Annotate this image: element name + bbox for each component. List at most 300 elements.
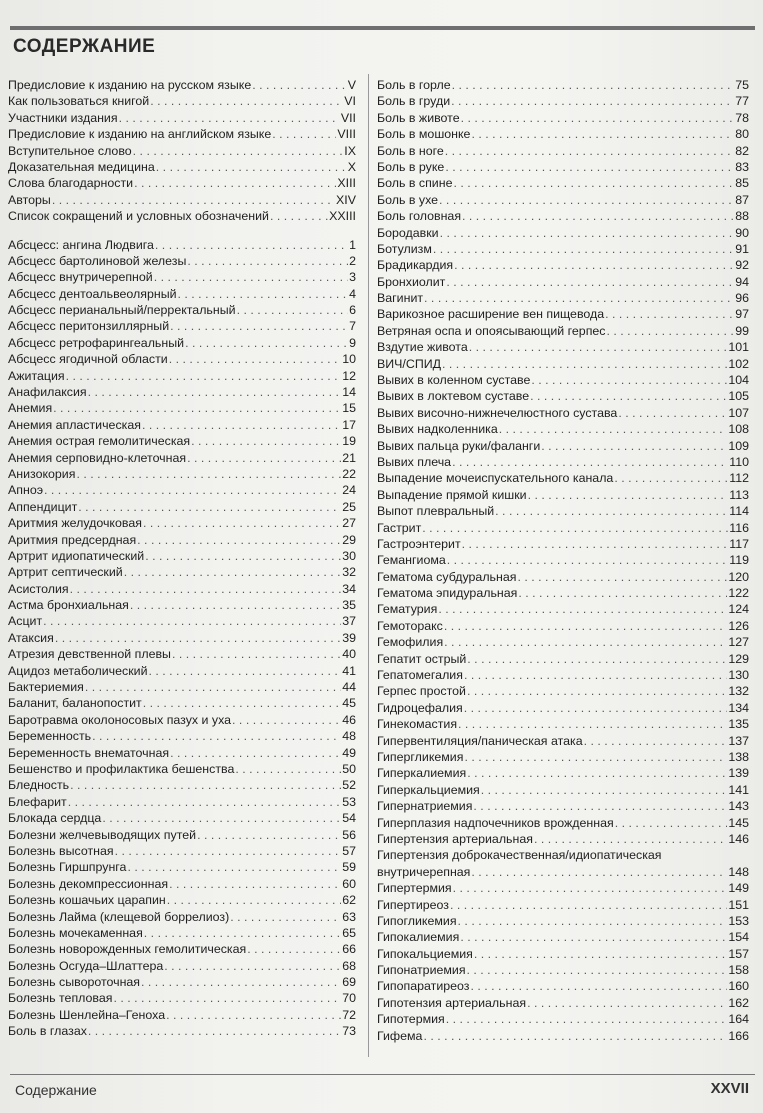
- toc-entry-page: 87: [735, 192, 749, 207]
- toc-entry: [8, 794, 356, 810]
- toc-entry: [377, 470, 749, 486]
- toc-entry-page: 78: [735, 110, 749, 125]
- dot-leader: [467, 651, 727, 667]
- dot-leader: [141, 974, 341, 990]
- dot-leader: [445, 159, 734, 175]
- toc-entry-title: Болезнь декомпрессионная: [8, 876, 169, 891]
- dot-leader: [102, 810, 341, 826]
- dot-leader: [166, 1007, 341, 1023]
- toc-entry: [8, 159, 356, 175]
- dot-leader: [615, 815, 728, 831]
- toc-entry-title: Выпадение мочеиспускательного канала: [377, 471, 614, 486]
- toc-entry-page: 35: [342, 598, 356, 613]
- toc-entry-page: 63: [342, 909, 356, 924]
- toc-entry-page: 69: [342, 975, 356, 990]
- toc-entry: [8, 143, 356, 159]
- toc-entry-title: Гастрит: [377, 520, 422, 535]
- toc-entry-page: 72: [342, 1007, 356, 1022]
- toc-entry: [377, 913, 749, 929]
- toc-entry-title: Вывих в коленном суставе: [377, 373, 531, 388]
- toc-entry-page: 107: [728, 405, 749, 420]
- dot-leader: [170, 745, 341, 761]
- toc-entry: [8, 1023, 356, 1039]
- toc-entry-page: 45: [342, 696, 356, 711]
- toc-entry: [377, 323, 749, 339]
- dot-leader: [66, 368, 342, 384]
- toc-entry-title: Гипогликемия: [377, 913, 457, 928]
- dot-leader: [464, 667, 727, 683]
- toc-entry: [377, 962, 749, 978]
- toc-entry-page: 32: [342, 565, 356, 580]
- toc-entry-page: 14: [342, 385, 356, 400]
- toc-entry: [8, 909, 356, 925]
- toc-entry-title: Вывих височно-нижнечелюстного сустава: [377, 405, 618, 420]
- toc-entry: [377, 438, 749, 454]
- toc-entry-title: Абсцесс бартолиновой железы: [8, 253, 187, 268]
- toc-entry-title: Боль в спине: [377, 176, 453, 191]
- dot-leader: [474, 946, 727, 962]
- dot-leader: [144, 925, 341, 941]
- toc-entry-page: 39: [342, 630, 356, 645]
- toc-entry-page: 104: [728, 373, 749, 388]
- toc-entry-title: Аритмия предсердная: [8, 532, 137, 547]
- toc-entry-title: Гематурия: [377, 602, 438, 617]
- toc-entry-page: 113: [729, 487, 749, 502]
- toc-entry: [8, 351, 356, 367]
- dot-leader: [452, 77, 735, 93]
- dot-leader: [458, 913, 728, 929]
- toc-entry: [8, 663, 356, 679]
- toc-entry-page: X: [347, 159, 356, 174]
- dot-leader: [446, 1011, 728, 1027]
- toc-entry-page: 40: [342, 647, 356, 662]
- toc-entry: [377, 274, 749, 290]
- toc-entry-title: Бледность: [8, 778, 70, 793]
- toc-entry-title: Аритмия желудочковая: [8, 516, 142, 531]
- toc-entry-page: XIII: [337, 176, 356, 191]
- toc-entry-title: Болезнь сывороточная: [8, 975, 141, 990]
- dot-leader: [467, 962, 728, 978]
- toc-entry-title: Анизокория: [8, 466, 76, 481]
- toc-entry-title: Аппендицит: [8, 499, 78, 514]
- toc-entry-page: 94: [735, 274, 749, 289]
- toc-entry-title: Гипергликемия: [377, 750, 464, 764]
- toc-entry-page: 77: [735, 94, 749, 109]
- toc-entry: [377, 159, 749, 175]
- toc-entry: [377, 880, 749, 896]
- toc-entry-page: 66: [342, 942, 356, 957]
- toc-entry: [377, 536, 749, 552]
- entries-list-left: [8, 237, 356, 1040]
- toc-entry-page: 24: [342, 483, 356, 498]
- toc-entry-title-line: Гипертензия доброкачественная/идиопатическая: [377, 848, 662, 863]
- dot-leader: [471, 126, 734, 142]
- toc-entry-page: 52: [342, 778, 356, 793]
- toc-entry: [8, 892, 356, 908]
- toc-entry-title: Боль головная: [377, 209, 462, 224]
- toc-entry: [377, 978, 749, 994]
- toc-entry-page: 62: [342, 893, 356, 908]
- toc-entry: [8, 712, 356, 728]
- toc-entry-title: Гемоторакс: [377, 618, 443, 633]
- toc-entry-title: Гипертензия артериальная: [377, 831, 533, 846]
- toc-entry-title: Боль в ноге: [377, 143, 444, 158]
- toc-entry-page: 110: [729, 454, 749, 469]
- toc-entry: [377, 897, 749, 913]
- dot-leader: [467, 765, 727, 781]
- toc-entry-page: 158: [728, 963, 749, 978]
- toc-entry-title: Болезнь новорожденных гемолитическая: [8, 942, 247, 957]
- toc-entry: [377, 667, 749, 683]
- toc-entry-title: Болезнь Гиршпрунга: [8, 860, 127, 875]
- toc-entry: [8, 515, 356, 531]
- dot-leader: [452, 454, 728, 470]
- toc-entry-title: Болезнь Шенлейна–Геноха: [8, 1007, 166, 1022]
- dot-leader: [43, 613, 341, 629]
- toc-entry: [8, 876, 356, 892]
- toc-entry: [377, 765, 749, 781]
- toc-entry-title: Предисловие к изданию на английском языке: [8, 127, 272, 142]
- toc-entry-title: Гемангиома: [377, 553, 446, 568]
- toc-entry: [377, 782, 749, 798]
- toc-entry-page: 82: [735, 143, 749, 158]
- toc-entry-title: Болезнь Лайма (клещевой боррелиоз): [8, 909, 230, 924]
- toc-entry: [377, 602, 749, 618]
- dot-leader: [518, 585, 727, 601]
- toc-entry-page: 102: [728, 356, 749, 371]
- toc-entry-title: Боль в руке: [377, 159, 445, 174]
- toc-entry: [377, 257, 749, 273]
- footer-section-name: Содержание: [15, 1082, 97, 1098]
- toc-entry-page: 157: [728, 946, 749, 961]
- toc-entry-title: Вывих в локтевом суставе: [377, 389, 530, 404]
- toc-entry-title: Бородавки: [377, 225, 439, 240]
- toc-entry: [377, 749, 749, 765]
- toc-entry-page: 34: [342, 581, 356, 596]
- toc-entry: [377, 569, 749, 585]
- toc-entry-title: Бактериемия: [8, 680, 84, 695]
- dot-leader: [461, 110, 735, 126]
- toc-entry-title: Гипертермия: [377, 881, 452, 896]
- dot-leader: [235, 761, 341, 777]
- toc-entry-page: 135: [728, 717, 749, 732]
- toc-entry: [8, 859, 356, 875]
- dot-leader: [442, 356, 727, 372]
- toc-entry: [8, 745, 356, 761]
- toc-entry: [8, 400, 356, 416]
- toc-entry-page: 164: [728, 1012, 749, 1027]
- dot-leader: [169, 351, 341, 367]
- toc-entry: [377, 1011, 749, 1027]
- toc-entry-page: 4: [349, 286, 356, 301]
- toc-entry-title: Боль в груди: [377, 94, 451, 109]
- toc-entry-title: Анемия серповидно-клеточная: [8, 450, 187, 465]
- dot-leader: [170, 318, 348, 334]
- dot-leader: [187, 450, 341, 466]
- toc-entry-page: 148: [728, 864, 749, 879]
- dot-leader: [444, 618, 727, 634]
- dot-leader: [458, 716, 727, 732]
- toc-entry-page: 25: [342, 499, 356, 514]
- toc-entry-page: 153: [728, 913, 749, 928]
- toc-entry: [8, 417, 356, 433]
- dot-leader: [155, 237, 348, 253]
- dot-leader: [78, 499, 341, 515]
- toc-entry: [377, 520, 749, 536]
- toc-entry: [8, 175, 356, 191]
- toc-entry-title: Болезни желчевыводящих путей: [8, 827, 197, 842]
- toc-entry: [8, 237, 356, 253]
- toc-entry-title: Вывих надколенника: [377, 422, 498, 437]
- toc-entry-title: Асцит: [8, 614, 43, 629]
- dot-leader: [187, 253, 348, 269]
- toc-entry-title: Болезнь высотная: [8, 843, 114, 858]
- toc-entry-page: 9: [349, 335, 356, 350]
- toc-entry-page: 143: [728, 799, 749, 814]
- toc-entry: [8, 192, 356, 208]
- toc-entry: [377, 634, 749, 650]
- dot-leader: [113, 990, 341, 1006]
- toc-entry-title: Гастроэнтерит: [377, 536, 461, 551]
- toc-entry: [377, 290, 749, 306]
- toc-entry-title: Предисловие к изданию на русском языке: [8, 77, 252, 92]
- dot-leader: [528, 487, 729, 503]
- toc-entry-title: Анемия: [8, 401, 53, 416]
- toc-entry: [8, 368, 356, 384]
- toc-entry-title: Апноэ: [8, 483, 44, 498]
- dot-leader: [470, 978, 727, 994]
- dot-leader: [52, 192, 335, 208]
- section-gap: [8, 225, 356, 237]
- toc-entry-title: Артрит идиопатический: [8, 548, 145, 563]
- toc-entry: [8, 614, 356, 630]
- toc-entry-page: 41: [342, 663, 356, 678]
- toc-entry-page: 29: [342, 532, 356, 547]
- toc-entry-page: 37: [342, 614, 356, 629]
- dot-leader: [145, 548, 341, 564]
- toc-entry-title: Атаксия: [8, 630, 54, 645]
- toc-entry-title: Как пользоваться книгой: [8, 94, 150, 109]
- footer-rule: [10, 1074, 755, 1075]
- dot-leader: [237, 302, 349, 318]
- column-divider: [368, 74, 369, 1057]
- toc-entry: [377, 241, 749, 257]
- dot-leader: [464, 700, 728, 716]
- toc-entry-title: Астма бронхиальная: [8, 598, 129, 613]
- toc-entry-page: 50: [342, 762, 356, 776]
- toc-entry-title: Гемофилия: [377, 635, 444, 650]
- toc-entry: [377, 208, 749, 224]
- dot-leader: [44, 482, 341, 498]
- toc-entry-page: 139: [728, 766, 749, 781]
- toc-entry-page: 56: [342, 827, 356, 842]
- toc-entry-page: 99: [735, 323, 749, 338]
- dot-leader: [119, 110, 340, 126]
- dot-leader: [464, 749, 727, 765]
- dot-leader: [446, 274, 734, 290]
- toc-entry: [8, 646, 356, 662]
- toc-entry: [377, 929, 749, 945]
- front-matter-list: [8, 77, 356, 225]
- toc-entry-title: Гиперплазия надпочечников врожденная: [377, 815, 614, 830]
- toc-column-right: [377, 77, 749, 1044]
- dot-leader: [531, 372, 727, 388]
- toc-entry-page: 96: [735, 291, 749, 306]
- dot-leader: [462, 536, 729, 552]
- toc-entry: [377, 143, 749, 159]
- toc-entry-title: Гифема: [377, 1028, 423, 1043]
- toc-entry: [377, 651, 749, 667]
- dot-leader: [618, 405, 727, 421]
- dot-leader: [541, 438, 727, 454]
- toc-entry: [8, 335, 356, 351]
- toc-entry-title: Выпадение прямой кишки: [377, 487, 527, 502]
- toc-entry-title: Авторы: [8, 192, 51, 207]
- dot-leader: [130, 597, 341, 613]
- toc-entry-title: Вздутие живота: [377, 340, 468, 355]
- toc-entry: [377, 700, 749, 716]
- toc-entry-title: Боль в животе: [377, 110, 460, 125]
- toc-entry-page: 83: [735, 159, 749, 174]
- dot-leader: [85, 679, 341, 695]
- dot-leader: [142, 417, 341, 433]
- toc-entry: [8, 990, 356, 1006]
- toc-entry: [8, 581, 356, 597]
- dot-leader: [499, 421, 728, 437]
- toc-entry-title: Беременность: [8, 729, 92, 744]
- toc-entry-title: Гипотензия артериальная: [377, 995, 527, 1010]
- toc-entry-page: 85: [735, 176, 749, 191]
- toc-entry-title: Гиперкальциемия: [377, 782, 480, 797]
- toc-entry-title: Болезнь кошачьих царапин: [8, 893, 166, 908]
- toc-entry: [377, 225, 749, 241]
- toc-entry-title: Гипернатриемия: [377, 799, 473, 814]
- dot-leader: [467, 683, 727, 699]
- dot-leader: [534, 831, 727, 847]
- dot-leader: [137, 532, 341, 548]
- toc-entry-page: XXIII: [329, 209, 356, 224]
- toc-entry-title: Бронхиолит: [377, 274, 446, 289]
- toc-entry: [377, 306, 749, 322]
- toc-entry-title: Гинекомастия: [377, 717, 458, 732]
- dot-leader: [70, 581, 342, 597]
- toc-entry: [377, 733, 749, 749]
- dot-leader: [70, 777, 341, 793]
- dot-leader: [272, 126, 336, 142]
- dot-leader: [469, 339, 728, 355]
- dot-leader: [143, 515, 341, 531]
- toc-entry-page: VI: [344, 94, 356, 109]
- dot-leader: [185, 335, 348, 351]
- toc-entry-page: 15: [342, 401, 356, 416]
- toc-entry-title: Гипервентиляция/паническая атака: [377, 733, 583, 748]
- dot-leader: [232, 712, 341, 728]
- dot-leader: [433, 241, 734, 257]
- dot-leader: [247, 941, 341, 957]
- dot-leader: [88, 1023, 341, 1039]
- toc-entry-title: Вывих пальца руки/фаланги: [377, 438, 541, 453]
- toc-entry-title: Атрезия девственной плевы: [8, 647, 171, 662]
- toc-entry: [377, 831, 749, 847]
- toc-entry: [8, 728, 356, 744]
- toc-entry-title: Вступительное слово: [8, 143, 132, 158]
- toc-entry-page: 166: [728, 1028, 749, 1043]
- toc-entry: [8, 93, 356, 109]
- toc-entry-page: 49: [342, 745, 356, 760]
- dot-leader: [530, 388, 727, 404]
- toc-entry: [8, 597, 356, 613]
- toc-entry-page: 46: [342, 712, 356, 727]
- dot-leader: [149, 663, 342, 679]
- toc-entry-page: 12: [342, 368, 356, 383]
- toc-entry-title: Гипокальциемия: [377, 946, 473, 961]
- toc-entry-page: 117: [729, 536, 749, 551]
- toc-entry-page: 10: [342, 352, 356, 367]
- dot-leader: [453, 880, 728, 896]
- toc-entry: [377, 487, 749, 503]
- dot-leader: [76, 466, 341, 482]
- dot-leader: [444, 634, 727, 650]
- toc-entry-page: 149: [728, 881, 749, 896]
- toc-entry: [377, 815, 749, 831]
- toc-entry-title: Гематома субдуральная: [377, 569, 517, 584]
- dot-leader: [450, 897, 727, 913]
- toc-entry: [377, 798, 749, 814]
- toc-entry: [8, 253, 356, 269]
- toc-entry-page: 151: [728, 897, 749, 912]
- dot-leader: [453, 175, 734, 191]
- toc-entry-page: 145: [728, 815, 749, 830]
- dot-leader: [424, 290, 734, 306]
- toc-entry-title: Боль в горле: [377, 77, 451, 92]
- toc-entry-title: Боль в глазах: [8, 1024, 87, 1039]
- toc-entry-page: 116: [729, 520, 749, 535]
- toc-entry-title: внутричерепная: [377, 864, 471, 879]
- toc-entry-page: 154: [728, 930, 749, 945]
- toc-entry: [8, 286, 356, 302]
- toc-entry-page: 19: [342, 434, 356, 449]
- toc-entry: [8, 77, 356, 93]
- dot-leader: [438, 601, 727, 617]
- toc-entry-title: Брадикардия: [377, 258, 454, 273]
- toc-entry-title: Слова благодарности: [8, 176, 134, 191]
- toc-entry: [8, 761, 356, 777]
- toc-entry: [8, 564, 356, 580]
- toc-entry-page: 90: [735, 225, 749, 240]
- toc-entry-title: Ажитация: [8, 368, 65, 383]
- toc-entry: [377, 192, 749, 208]
- toc-entry-page: IX: [344, 143, 356, 158]
- toc-entry: [377, 405, 749, 421]
- toc-entry-page: 138: [728, 750, 749, 764]
- toc-entry: [377, 995, 749, 1011]
- dot-leader: [164, 958, 341, 974]
- dot-leader: [191, 433, 341, 449]
- toc-entry-page: VII: [340, 110, 356, 125]
- dot-leader: [462, 208, 734, 224]
- dot-leader: [115, 843, 342, 859]
- dot-leader: [447, 552, 728, 568]
- toc-entry-title: Доказательная медицина: [8, 159, 155, 174]
- toc-entry: [8, 827, 356, 843]
- top-rule: [10, 26, 755, 30]
- toc-entry-title: Гепатит острый: [377, 651, 467, 666]
- toc-entry-page: V: [347, 77, 356, 92]
- toc-entry: [8, 777, 356, 793]
- toc-entry-page: 1: [349, 237, 356, 252]
- dot-leader: [156, 159, 347, 175]
- toc-entry-page: 27: [342, 516, 356, 531]
